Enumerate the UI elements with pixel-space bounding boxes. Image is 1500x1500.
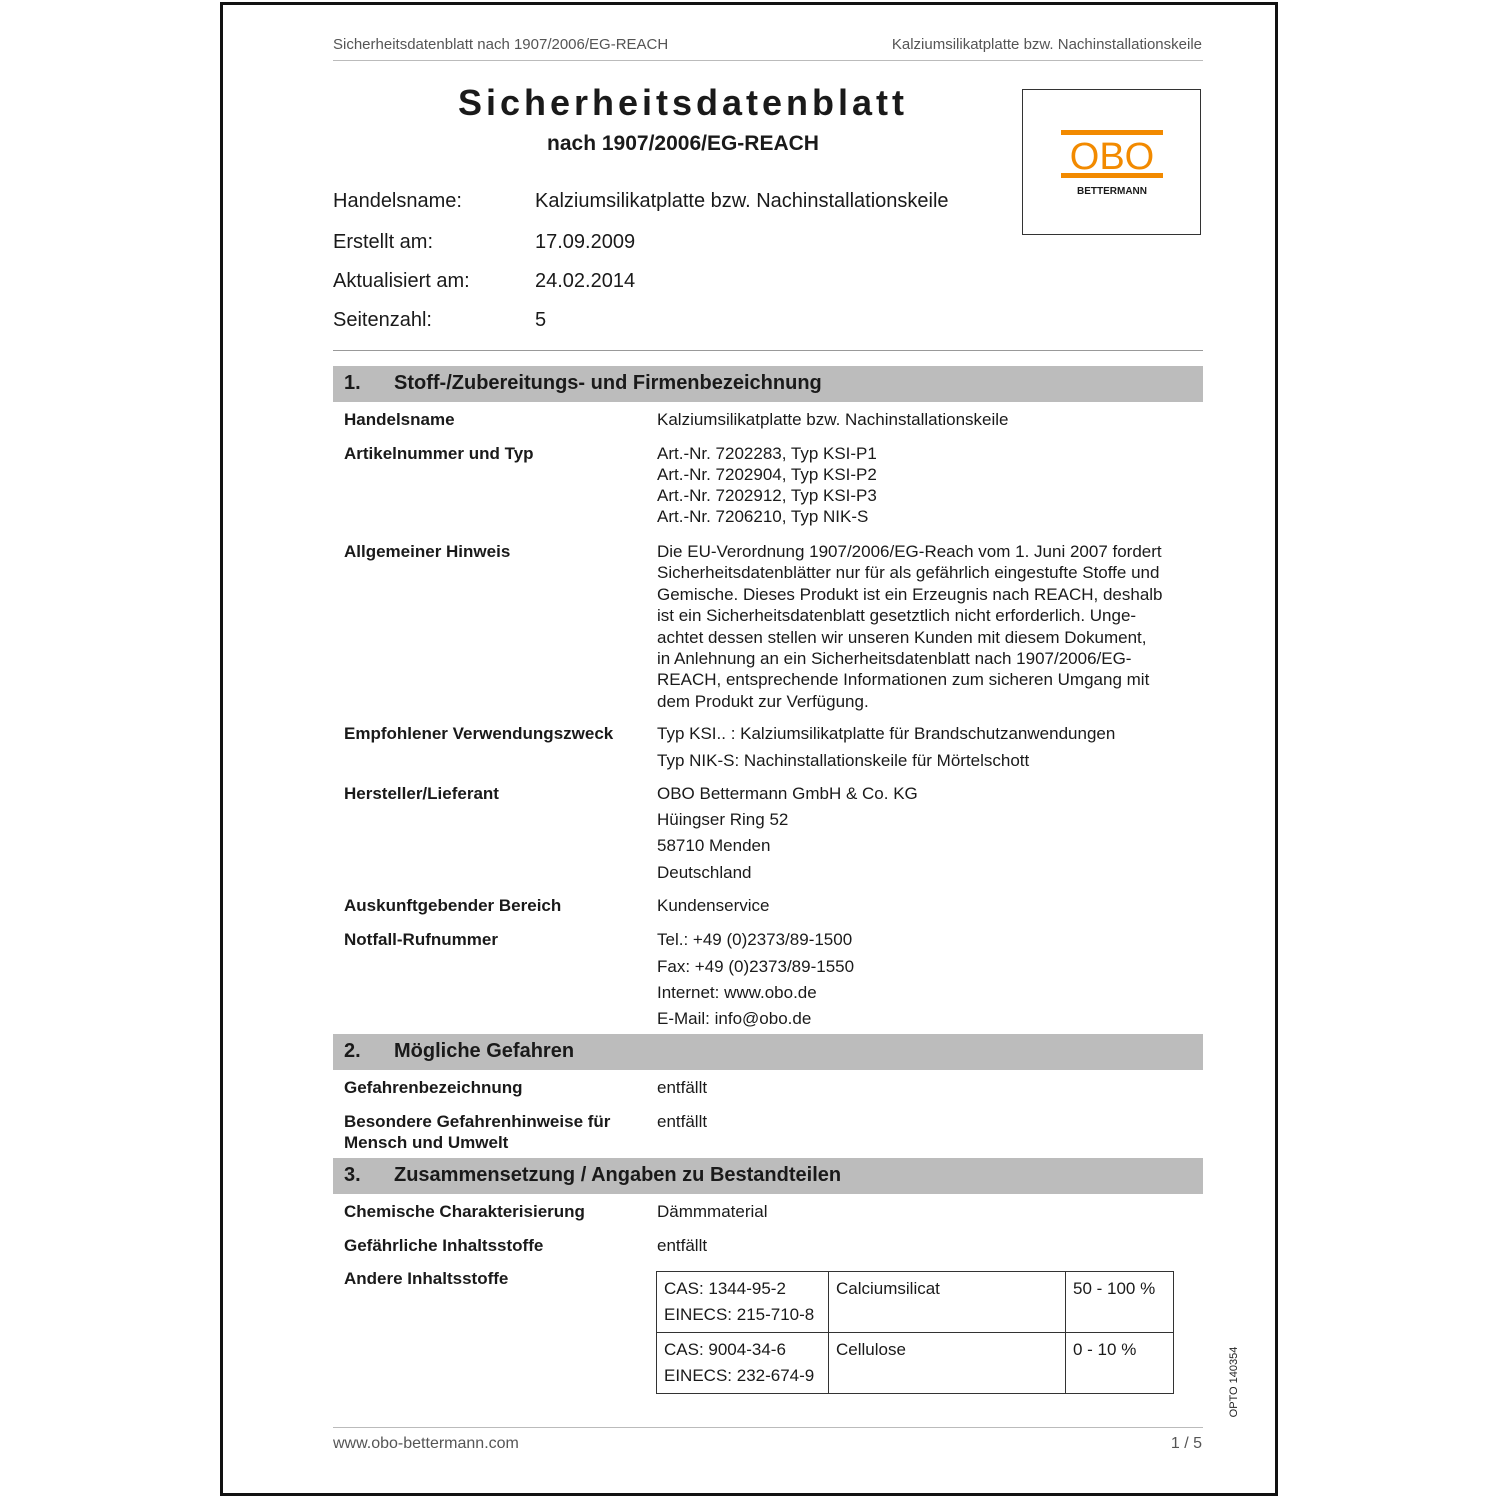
hersteller-line: Deutschland: [657, 863, 752, 882]
substance-share: 0 - 10 %: [1066, 1333, 1174, 1394]
hinweis-paragraph: [657, 541, 1197, 712]
section-3-number: 3.: [344, 1164, 361, 1186]
handelsname-label: Handelsname: [344, 410, 455, 429]
gefahrenbezeichnung-label: Gefahrenbezeichnung: [344, 1078, 523, 1097]
zweck-line: Typ NIK-S: Nachinstallationskeile für Mörtelschott: [657, 751, 1030, 770]
cas-number: CAS: 9004-34-6: [664, 1340, 786, 1359]
notfall-label: Notfall-Rufnummer: [344, 930, 498, 949]
cas-einecs-cell: [657, 1333, 829, 1394]
section-1-title: Stoff-/Zubereitungs- und Firmenbezeichnung: [394, 372, 822, 394]
hinweis-line: dem Produkt zur Verfügung.: [657, 691, 869, 711]
table-row: [657, 1272, 1174, 1333]
ingredients-table: [656, 1271, 1174, 1394]
hinweis-line: Gemische. Dieses Produkt ist ein Erzeugnis nach REACH, deshalb: [657, 584, 1163, 604]
handelsname-value: Kalziumsilikatplatte bzw. Nachinstallationskeile: [657, 410, 1009, 429]
hersteller-line: 58710 Menden: [657, 836, 771, 855]
chemisch-label: Chemische Charakterisierung: [344, 1202, 585, 1221]
hinweis-label: Allgemeiner Hinweis: [344, 542, 511, 561]
meta-label-handelsname: Handelsname:: [333, 190, 462, 212]
cas-number: CAS: 1344-95-2: [664, 1279, 786, 1298]
auskunft-value: Kundenservice: [657, 896, 770, 915]
table-row: [657, 1333, 1174, 1394]
hinweis-line: ist ein Sicherheitsdatenblatt gesetztlich nicht erforderlich. Unge-: [657, 606, 1137, 626]
section-1-header: [333, 366, 1203, 402]
artikel-line: Art.-Nr. 7202904, Typ KSI-P2: [657, 465, 877, 484]
artikel-line: Art.-Nr. 7202283, Typ KSI-P1: [657, 444, 877, 463]
obo-logo: [1022, 89, 1201, 235]
notfall-phone: Tel.: +49 (0)2373/89-1500: [657, 930, 853, 949]
section-3-title: Zusammensetzung / Angaben zu Bestandteilen: [394, 1164, 842, 1186]
zweck-label: Empfohlener Verwendungszweck: [344, 724, 614, 743]
einecs-number: EINECS: 215-710-8: [664, 1305, 815, 1324]
header-divider: [333, 60, 1203, 61]
footer-divider: [333, 1427, 1203, 1428]
gefahrenbezeichnung-value: entfällt: [657, 1078, 708, 1097]
auskunft-label: Auskunftgebender Bereich: [344, 896, 562, 915]
notfall-internet: Internet: www.obo.de: [657, 983, 817, 1002]
footer-page-number: 1 / 5: [1170, 1435, 1202, 1452]
meta-value-seitenzahl: 5: [535, 309, 547, 331]
footer-url: www.obo-bettermann.com: [333, 1435, 519, 1452]
meta-label-aktualisiert: Aktualisiert am:: [333, 270, 470, 292]
side-document-code-text: OPTO 140354: [1228, 1346, 1240, 1418]
section-2-number: 2.: [344, 1040, 361, 1062]
artikel-label: Artikelnummer und Typ: [344, 444, 534, 463]
hinweis-line: REACH, entsprechende Informationen zum sicheren Umgang mit: [657, 670, 1150, 690]
section-3-header: [333, 1158, 1203, 1194]
hinweis-line: Die EU-Verordnung 1907/2006/EG-Reach vom 1. Juni 2007 fordert: [657, 542, 1162, 561]
substance-name: Cellulose: [829, 1333, 1066, 1394]
meta-label-erstellt: Erstellt am:: [333, 231, 434, 253]
section-1-number: 1.: [344, 372, 361, 394]
section-2-header: [333, 1034, 1203, 1070]
cas-einecs-cell: [657, 1272, 829, 1333]
gefaehrliche-inhaltsstoffe-label: Gefährliche Inhaltsstoffe: [344, 1236, 544, 1255]
artikel-line: Art.-Nr. 7202912, Typ KSI-P3: [657, 486, 877, 505]
section-2-title: Mögliche Gefahren: [394, 1040, 575, 1062]
side-document-code: [1224, 1342, 1244, 1422]
hinweis-line: Sicherheitsdatenblätter nur für als gefährlich eingestufte Stoffe und: [657, 563, 1160, 583]
hersteller-label: Hersteller/Lieferant: [344, 784, 499, 803]
notfall-email: E-Mail: info@obo.de: [657, 1009, 812, 1028]
notfall-fax: Fax: +49 (0)2373/89-1550: [657, 957, 855, 976]
substance-share: 50 - 100 %: [1066, 1272, 1174, 1333]
hinweis-line: in Anlehnung an ein Sicherheitsdatenblatt nach 1907/2006/EG-: [657, 649, 1132, 669]
running-header-right: Kalziumsilikatplatte bzw. Nachinstallationskeile: [891, 36, 1202, 53]
artikel-line: Art.-Nr. 7206210, Typ NIK-S: [657, 507, 869, 526]
gefaehrliche-inhaltsstoffe-value: entfällt: [657, 1236, 708, 1255]
document-subtitle: nach 1907/2006/EG-REACH: [547, 132, 819, 155]
hinweis-line: achtet dessen stellen wir unseren Kunden mit diesem Dokument,: [657, 627, 1147, 647]
chemisch-value: Dämmmaterial: [657, 1202, 768, 1221]
meta-label-seitenzahl: Seitenzahl:: [333, 309, 432, 331]
hersteller-line: OBO Bettermann GmbH & Co. KG: [657, 784, 918, 803]
obo-logo-graphic: [1023, 90, 1202, 236]
running-header-left: Sicherheitsdatenblatt nach 1907/2006/EG-REACH: [333, 36, 669, 53]
meta-value-aktualisiert: 24.02.2014: [535, 270, 636, 292]
einecs-number: EINECS: 232-674-9: [664, 1366, 815, 1385]
besondere-hinweise-label: Besondere Gefahrenhinweise für: [344, 1112, 611, 1131]
zweck-line: Typ KSI.. : Kalziumsilikatplatte für Brandschutzanwendungen: [657, 724, 1116, 743]
meta-value-handelsname: Kalziumsilikatplatte bzw. Nachinstallationskeile: [535, 190, 949, 212]
meta-value-erstellt: 17.09.2009: [535, 231, 636, 253]
substance-name: Calciumsilicat: [829, 1272, 1066, 1333]
document-title: Sicherheitsdatenblatt: [457, 82, 909, 123]
besondere-hinweise-value: entfällt: [657, 1112, 708, 1131]
meta-divider: [333, 350, 1203, 351]
svg-text:OBO: OBO: [1069, 136, 1155, 178]
hersteller-line: Hüingser Ring 52: [657, 810, 789, 829]
andere-inhaltsstoffe-label: Andere Inhaltsstoffe: [344, 1269, 509, 1288]
svg-text:BETTERMANN: BETTERMANN: [1077, 186, 1147, 197]
besondere-hinweise-label: Mensch und Umwelt: [344, 1133, 509, 1152]
